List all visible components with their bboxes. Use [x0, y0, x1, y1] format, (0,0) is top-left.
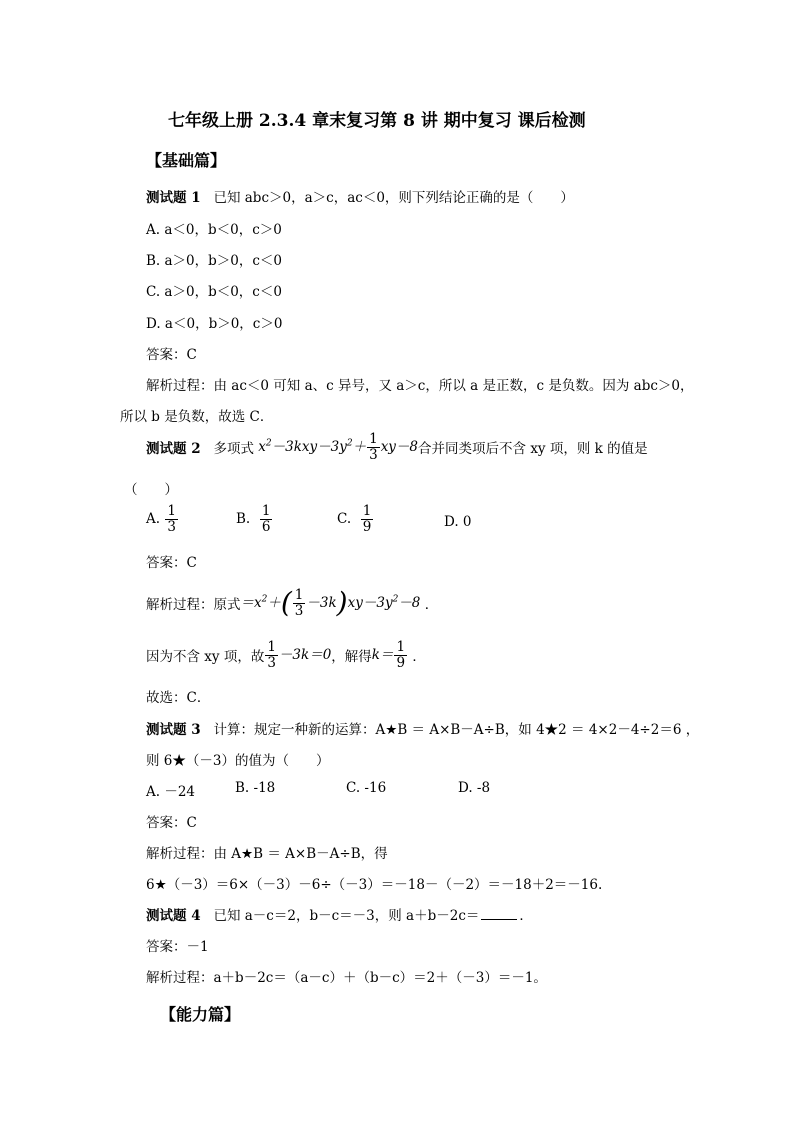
polynomial-expression: $x^2-3kxy-3y^2+$ $\frac{1}{3}$ xy－8	[258, 431, 419, 463]
question-3-analysis-line1: 解析过程：由 A★B ＝ A×B－A÷B，得	[146, 846, 388, 862]
solution-expression: k＝ $\frac{1}{9}$	[371, 639, 406, 671]
fraction-one-sixth: $\frac{1}{6}$	[261, 503, 271, 535]
question-2-answer: 答案：C	[146, 555, 197, 571]
question-2-option-c: C. $\frac{1}{9}$	[337, 503, 372, 535]
question-3-stem-line2: 则 6★（－3）的值为（ ）	[146, 753, 330, 769]
question-1-label: 测试题 1	[146, 190, 201, 206]
question-3-option-a: A. －24	[146, 784, 196, 800]
fraction-one-ninth: $\frac{1}{9}$	[362, 503, 372, 535]
section-basic-heading: 【基础篇】	[146, 151, 227, 170]
question-1-analysis-line1: 解析过程：由 ac＜0 可知 a、c 异号，又 a＞c，所以 a 是正数，c 是负数。因为 abc＞0，	[146, 378, 694, 394]
question-1-stem	[146, 186, 574, 206]
question-4-text: 已知 a－c＝2，b－c＝－3，则 a＋b－2c＝	[213, 908, 480, 924]
question-1-answer: 答案：C	[146, 347, 197, 363]
question-1-option-a: A. a＜0，b＜0，c＞0	[146, 222, 282, 238]
question-1-option-b: B. a＞0，b＞0，c＜0	[146, 253, 283, 269]
question-2-label: 测试题 2	[146, 441, 201, 458]
question-1-option-c: C. a＞0，b＜0，c＜0	[146, 284, 282, 300]
answer-blank[interactable]	[481, 907, 517, 920]
question-2-conclusion: 故选：C．	[146, 690, 211, 706]
question-2-option-b: B. $\frac{1}{6}$	[236, 503, 271, 535]
question-4-answer: 答案：－1	[146, 939, 209, 955]
question-2-text-pre: 多项式	[213, 441, 254, 458]
fraction-one-third: $\frac{1}{3}$	[167, 503, 176, 535]
question-3-answer: 答案：C	[146, 815, 197, 831]
question-3-text: 计算：规定一种新的运算：A★B ＝ A×B－A÷B，如 4★2 ＝ 4×2－4÷2＝6 ，	[213, 722, 700, 738]
question-1-text: 已知 abc＞0，a＞c，ac＜0，则下列结论正确的是（ ）	[213, 190, 574, 206]
question-4-stem: 测试题 4 已知 a－c＝2，b－c＝－3，则 a＋b－2c＝ ．	[146, 908, 533, 924]
question-2-option-d: D. 0	[444, 514, 472, 530]
question-2-paren: （ ）	[124, 482, 178, 498]
question-1-option-d: D. a＜0，b＞0，c＞0	[146, 316, 283, 332]
question-2-option-a: A. $\frac{1}{3}$	[146, 503, 176, 535]
question-3-option-b: B. -18	[235, 780, 276, 796]
section-ability-heading: 【能力篇】	[160, 1005, 241, 1024]
question-3-option-c: C. -16	[346, 780, 387, 796]
question-2-analysis: 解析过程：原式 $=x^2+$( $\frac{1}{3}$ $-3k)xy-3y^2-8$ ．	[146, 586, 439, 620]
question-3-analysis-line2: 6★（－3）＝6×（－3）－6÷（－3）＝－18－（－2）＝－18＋2＝－16.	[146, 877, 603, 893]
question-3-option-d: D. -8	[458, 780, 491, 796]
question-1-analysis-line2: 所以 b 是负数，故选 C．	[120, 409, 274, 425]
question-2-because: 因为不含 xy 项，故 $\frac{1}{3}$ －3k＝0 ，解得 k＝ $\frac{1}{9}$ ．	[146, 639, 426, 671]
question-3-label: 测试题 3	[146, 722, 201, 738]
question-4-label: 测试题 4	[146, 908, 201, 924]
question-3-stem-line1	[146, 718, 699, 738]
simplified-expression: $=x^2+$( $\frac{1}{3}$ $-3k)xy-3y^2-8$	[240, 586, 421, 620]
question-2-text-post: 合并同类项后不含 xy 项，则 k 的值是	[418, 441, 648, 458]
page-title: 七年级上册 2.3.4 章末复习第 8 讲 期中复习 课后检测	[168, 111, 586, 131]
question-4-analysis: 解析过程：a＋b－2c＝（a－c）＋（b－c）＝2＋（－3）＝－1。	[146, 970, 547, 986]
equation-expression: $\frac{1}{3}$ －3k＝0	[267, 639, 332, 671]
question-2-stem	[146, 432, 648, 463]
